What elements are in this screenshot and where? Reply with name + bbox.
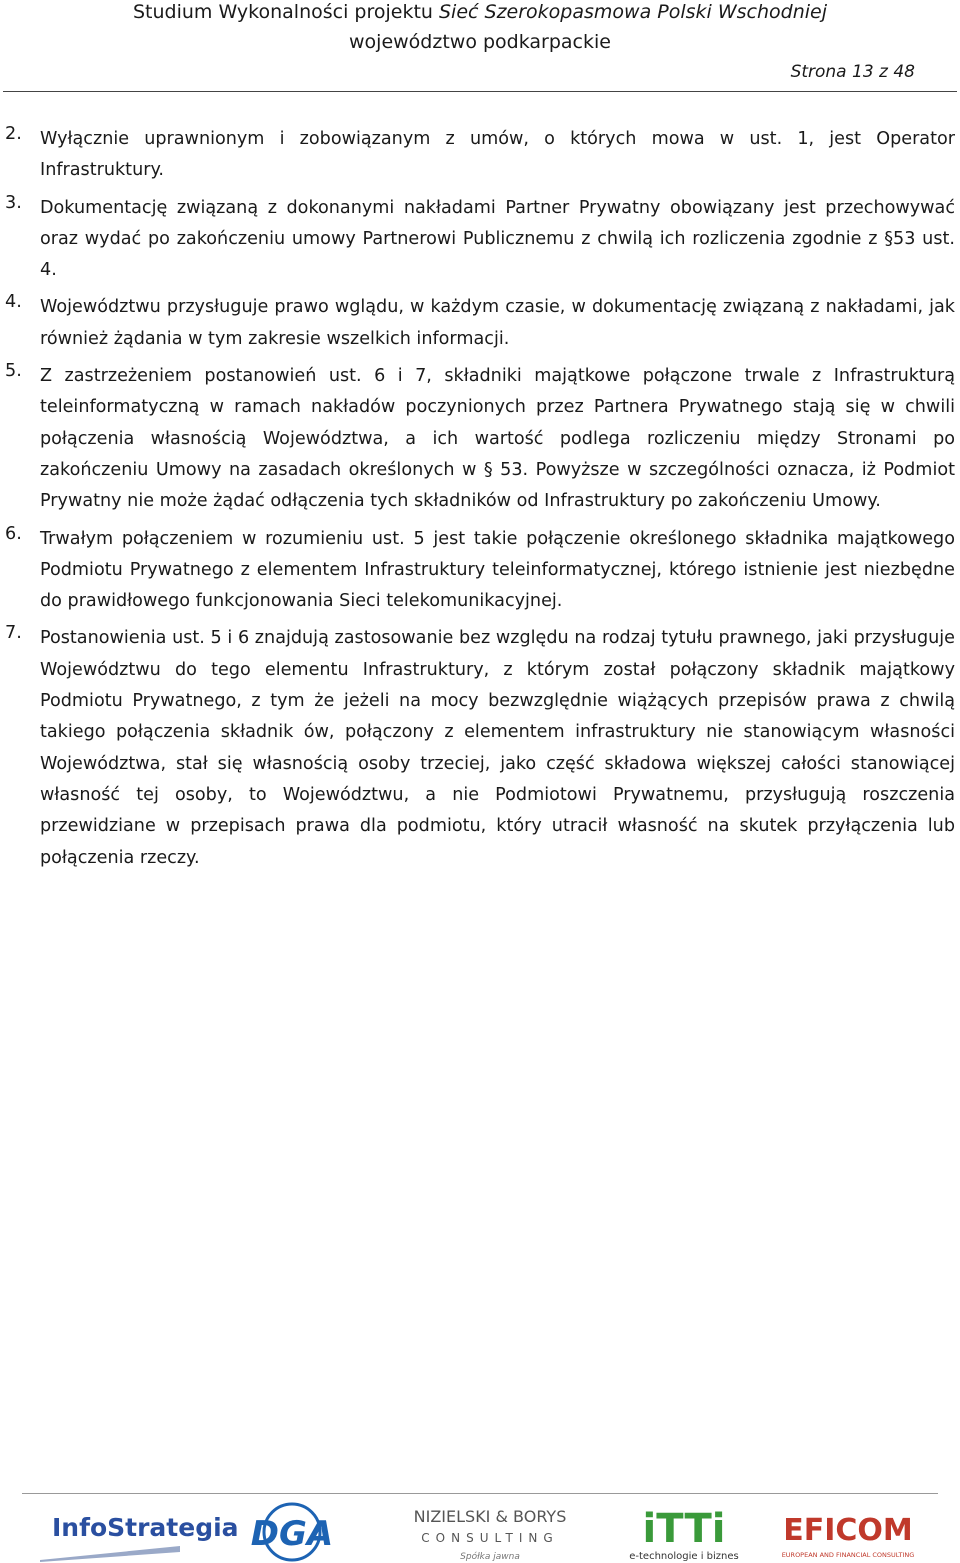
item-text: Z zastrzeżeniem postanowień ust. 6 i 7, składniki majątkowe połączone trwale z Infrastrukturą teleinformatyczną w ramach nakładów poczynionych przez Partnera Prywatnego stają się w chwili połączenia własnością Województwa, a ich wartość podlega rozliczeniu między Stronami po zakończeniu Umowy na zasadach określonych w § 53. Powyższe w szczególności oznacza, iż Podmiot Prywatny nie może żądać odłączenia tych składników od Infrastruktury po zakończeniu Umowy. xyxy=(40,366,955,512)
list-item xyxy=(0,623,960,873)
item-text: Województwu przysługuje prawo wglądu, w każdym czasie, w dokumentację związaną z nakładami, jak również żądania w tym zakresie wszelkich informacji. xyxy=(40,297,955,349)
infostrategia-logo xyxy=(40,1502,239,1562)
item-number: 7. xyxy=(5,623,22,644)
list-item xyxy=(0,292,960,355)
eficom-logo-tagline: EUROPEAN AND FINANCIAL CONSULTING xyxy=(781,1551,915,1559)
title-prefix: Studium Wykonalności projektu xyxy=(132,1,439,23)
item-number: 3. xyxy=(5,192,22,213)
dga-logo-text: DGA xyxy=(250,1514,334,1554)
header-divider xyxy=(3,91,957,92)
list-item xyxy=(0,361,960,517)
nizielski-logo-legal: Spółka jawna xyxy=(460,1552,520,1562)
project-name: Sieć Szerokopasmowa Polski Wschodniej xyxy=(439,1,827,23)
itti-logo-text: iTTi xyxy=(642,1506,726,1552)
item-number: 2. xyxy=(5,124,22,144)
eficom-logo-text: EFICOM xyxy=(783,1513,913,1548)
nizielski-logo-title: NIZIELSKI & BORYS xyxy=(413,1507,567,1526)
list-item xyxy=(0,193,960,287)
item-text: Wyłącznie uprawnionym i zobowiązanym z umów, o których mowa w ust. 1, jest Operator Infrastruktury. xyxy=(40,129,955,181)
document-body xyxy=(0,124,960,880)
region-name: województwo podkarpackie xyxy=(349,31,611,53)
item-number: 6. xyxy=(5,523,22,544)
list-item xyxy=(0,124,960,187)
item-text: Dokumentację związaną z dokonanymi nakładami Partner Prywatny obowiązany jest przechowywać oraz wydać po zakończeniu umowy Partnerowi Publicznemu z chwilą ich rozliczenia zgodnie z §53 ust. 4. xyxy=(40,197,955,281)
eficom-logo xyxy=(778,1502,918,1562)
item-number: 5. xyxy=(5,361,22,382)
document-title xyxy=(0,0,960,24)
item-text: Postanowienia ust. 5 i 6 znajdują zastosowanie bez względu na rodzaj tytułu prawnego, jaki przysługuje Województwu do tego elementu Infrastruktury, z którym został połączony składnik majątkowy Podmiotu Prywatnego, z tym że jeżeli na mocy bezwzględnie wiążących przepisów prawa z chwilą takiego połączenia składnik ów, połączony z elementem infrastruktury nie stanowiącym własności Województwa, stał się własnością osoby trzeciej, jako część składowa większej całości stanowiącej własność tej osoby, to Województwu, a nie Podmiotowi Prywatnemu, przysługują roszczenia przewidziane w przepisach prawa dla podmiotu, który utracił własność na skutek przyłączenia lub połączenia rzeczy. xyxy=(40,628,955,868)
logo-swoosh xyxy=(40,1546,180,1562)
list-item xyxy=(0,524,960,618)
dga-logo xyxy=(232,1502,352,1562)
page-footer xyxy=(0,1488,960,1563)
itti-logo-tagline: e-technologie i biznes xyxy=(629,1551,739,1562)
itti-logo xyxy=(622,1502,747,1562)
infostrategia-logo-text: InfoStrategia xyxy=(52,1513,239,1542)
nizielski-logo-subtitle: CONSULTING xyxy=(421,1531,559,1545)
page-header xyxy=(0,0,960,92)
item-number: 4. xyxy=(5,292,22,313)
footer-divider xyxy=(22,1493,938,1494)
page-number: Strona 13 z 48 xyxy=(790,62,915,82)
item-text: Trwałym połączeniem w rozumieniu ust. 5 jest takie połączenie określonego składnika majątkowego Podmiotu Prywatnego z elementem Infrastruktury teleinformatycznej, którego istnienie jest niezbędne do prawidłowego funkcjonowania Sieci telekomunikacyjnej. xyxy=(40,528,955,612)
nizielski-borys-logo xyxy=(400,1502,580,1562)
